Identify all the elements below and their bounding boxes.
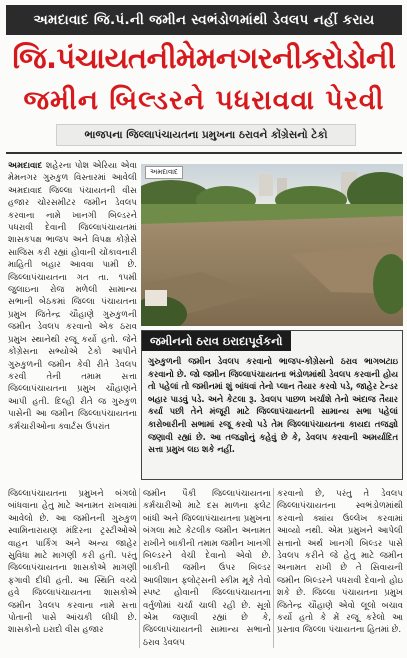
photo-location-tag: અમદાવાદ: [145, 166, 183, 179]
sidebar-box-text: ગુરુકુળની જમીન ડેવલપ કરવાનો ભાજપ-કોંગ્રેસનો ઠરાવ ભાગબટાઇ કરવાનો છે. જો જમીન જિલ્લાપંચાયતના ભંડોળમાંથી ડેવલપ કરવાની હોય તો પહેલાં તો જમીનમાં શું બાંધવાં તેનો પ્લાન તૈયાર કરવો પડે, જાહેર ટેન્ડર બહાર પાડવું પડે. અને કેટલા રૂ. ડેવલપ પાછળ ખર્ચાશે તેનો અંદાજ તૈયાર કર્યા પછી તેને મંજૂરી માટે જિલ્લાપંચાયતની સામાન્ય સભા પહેલાં કારોબારીની સભામાં રજૂ કરવો પડે તેમ જિલ્લાપંચાયતના કાયદા તજજ્ઞો જણાવી રહ્યાં છે. આ તજજ્ઞોનું કહેવું છે કે, ડેવલપ કરવાની અમર્યાદિત સત્તા પ્રમુખ લઇ શકે નહીં.: [148, 356, 398, 455]
left-column-text: શહેરના પોશ એરિયા એવા મેમનગર ગુરુકુળ વિસ્તારમાં આવેલી અમદાવાદ જિલ્લા પંચાયતની વીસ હજાર ચોરસમીટર જમીન ડેવલપ કરવાના નામે ખાનગી બિલ્ડરને પધરાવી દેવાની જિલ્લાપંચાયતમાં શાસકપક્ષ ભાજપ અને વિપક્ષ કોંગ્રેસે સાજિસ કરી રહ્યાં હોવાની ચોંકાવનારી માહિતી બહાર આવવા પામી છે. જિલ્લાપંચાયતના ગત તા. ૧૫મી જુલાઇના રોજ મળેલી સામાન્ય સભાની બેઠકમાં જિલ્લા પંચાયતના પ્રમુખ જિતેન્દ્ર ચૌહાણે ગુરુકુળની જમીન ડેવલપ કરવાનો એક ઠરાવ પ્રમુખ સ્થાનેથી રજૂ કર્યો હતો. જેને કોંગ્રેસના સભ્યોએ ટેકો આપીને ગુરુકુળની જમીન કેવી રીતે ડેવલપ કરવી તેની તમામ સત્તા જિલ્લાપંચાયતના પ્રમુખ ચૌહાણને આપી હતી. દિલ્હી રીતે જ ગુરુકુળ પાસેની આ જમીન જિલ્લાપંચાયતના કર્મચારીઓના ક્વાર્ટસ ઉપરાંત: [8, 161, 137, 432]
bottom-column-3: કરવાનો છે, પરંતુ તે ડેવલપ જિલ્લાપંચાયતના સ્વભંડોળમાંથી કરવાનો ક્યાંય ઉલ્લેખ કરવામાં આવ્યો નથી. એમ પ્રમુખને આપેલી સત્તાનો અર્થ ખાનગી બિલ્ડર પાસે ડેવલપ કરીને જે હેતુ માટે જમીન અનામત રાખી છે તે સિવાયની જમીન બિલ્ડરને પધરાવી દેવાનો હોઇ શકે છે. જિલ્લા પંચાયતના પ્રમુખ જિતેન્દ્ર ચૌહાણે એવો લૂલો બચાવ કર્યો હતો કે મેં રજૂ કરેલો આ પ્રસ્તાવ જિલ્લા પંચાયતના હિતમાં છે.: [277, 489, 403, 636]
left-column-article: [8, 160, 137, 490]
kicker-banner: અમદાવાદ જિ.પં.ની જમીન સ્વભંડોળમાંથી ડેવલપ નહીં કરાય: [6, 5, 402, 35]
bottom-column-2: જમીન પૈકી જિલ્લાપંચાયતના કર્મચારીઓ માટે દસ માળના ફ્લેટ બાંધી અને જિલ્લાપંચાયતના પ્રમુખના બંગલા માટે કેટલીક જમીન અનામત રાખીને બાકીની તમામ જમીન ખાનગી બિલ્ડરને વેચી દેવાનો એવો છે. બાકીની જમીન ઉપર બિલ્ડર આલીશાન ફ્લોટ્સની સ્કીમ મૂકે તેવો સ્પષ્ટ હોવાની જિલ્લાપંચાયતના વર્તુળોમાં ચર્ચા ચાલી રહી છે. સૂત્રો એમ જણાવી રહ્યાં છે કે, જિલ્લાપંચાયતની સામાન્ય સભાનો ઠરાવ ડેવલપ: [143, 489, 271, 648]
headline-line-2: જમીન બિલ્ડરને પધરાવવા પેરવી: [23, 85, 385, 116]
column-divider: [273, 488, 274, 648]
sidebar-box-title: જમીનનો ઠરાવ ઇરાદાપૂર્વકનો: [142, 331, 291, 351]
land-photo-image: [141, 164, 403, 326]
column-divider: [139, 488, 140, 648]
subheadline: ભાજપના જિલ્લાપંચાયતના પ્રમુખના ઠરાવને કોંગ્રેસનો ટેકો: [56, 124, 356, 146]
land-photo: [141, 164, 403, 326]
dateline: અમદાવાદ: [8, 161, 43, 171]
sidebar-box: [141, 330, 403, 480]
bottom-column-1: જિલ્લાપંચાયતના પ્રમુખને બંગલો બાંધવાના હેતુ માટે અનામત રાખવામાં આવેલો છે. આ જમીનની ગુરુકુળ સ્વામિનારાયણ મંદિરના ટ્રસ્ટીઓએ વાહન પાર્કિંગ અને અન્ય જાહેર સુવિધા માટે માગણી કરી હતી. પરંતુ જિલ્લાપંચાયતના શાસકોએ માગણી ફગાવી દીધી હતી. આ સ્થિતિ વચ્ચે હવે જિલ્લાપંચાયતના શાસકોએ જમીન ડેવલપ કરવાના નામે સત્તા પોતાની પાસે આંચકી લીધી છે. શાસકોનો ઇરાદો વીસ હજાર: [8, 489, 137, 636]
divider-rule: [6, 152, 402, 154]
headline-line-1: જિ.પંચાયતનીમેમનગરનીકરોડોની: [12, 41, 396, 75]
